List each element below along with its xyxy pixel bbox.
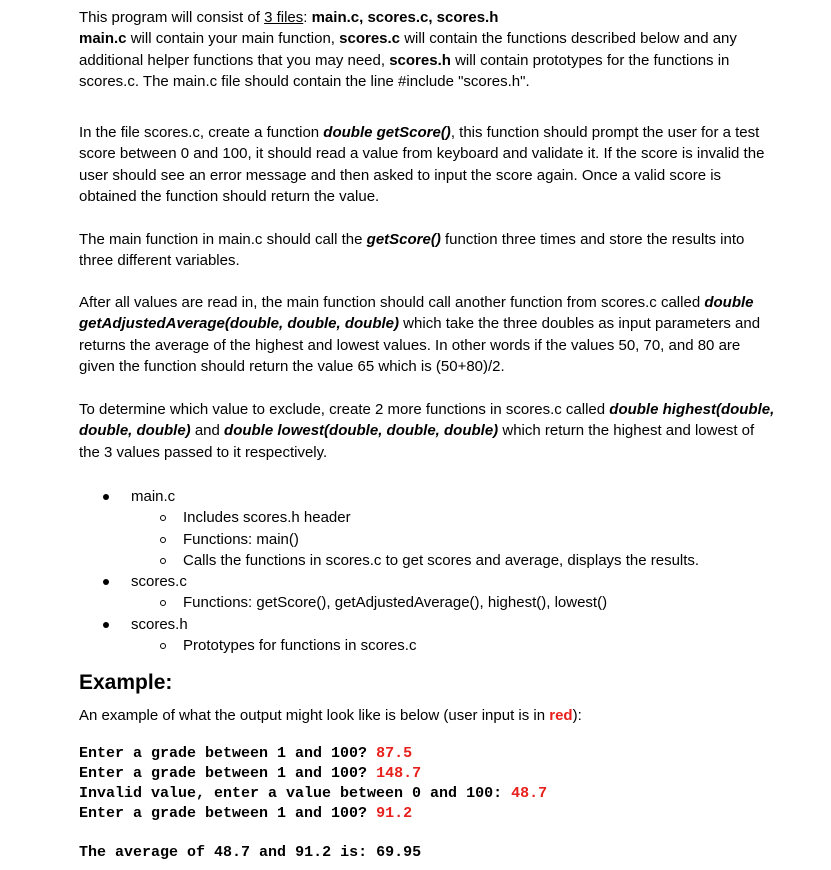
user-input: 48.7 — [511, 785, 548, 802]
intro-text-5: will contain prototypes for the functions in scores.c. The main.c file should contain the line #include "scores.h". — [79, 51, 730, 90]
sub-list-item: Calls the functions in scores.c to get scores and average, displays the results. — [131, 550, 799, 571]
main-c-ref: main.c — [79, 30, 127, 48]
result-b: 91.2 — [295, 844, 332, 861]
list-item — [79, 614, 799, 657]
example-heading: Example: — [79, 671, 173, 694]
example-note-red: red — [549, 707, 573, 724]
example-result — [79, 843, 421, 863]
average-text-1: After all values are read in, the main function should call another function from scores.c called — [79, 294, 705, 311]
sub-list-item: Includes scores.h header — [131, 507, 799, 528]
result-value: 69.95 — [376, 844, 422, 861]
main-getscore-ref: getScore() — [366, 231, 441, 248]
result-mid2: is: — [331, 844, 377, 861]
list-item — [79, 571, 799, 614]
intro-text-1: This program will consist of — [79, 9, 265, 26]
file-name: scores.h — [131, 615, 188, 633]
sub-list-item: Prototypes for functions in scores.c — [131, 635, 799, 656]
highlow-paragraph — [79, 399, 779, 463]
intro-text-4: will contain the functions described below and any additional helper functions that you may need, — [79, 30, 737, 69]
getscore-signature: double getScore() — [323, 124, 451, 141]
scores-c-ref: scores.c — [339, 30, 401, 48]
result-mid1: and — [250, 844, 296, 861]
main-paragraph — [79, 229, 779, 272]
prompt-text: Invalid value, enter a value between 0 and 100: — [79, 785, 512, 802]
getscore-paragraph — [79, 122, 779, 207]
prompt-text: Enter a grade between 1 and 100? — [79, 765, 377, 782]
result-prefix: The average of — [79, 844, 215, 861]
files-list — [79, 486, 799, 656]
example-note-prefix: An example of what the output might look like is below (user input is in — [79, 707, 550, 724]
main-text-2: function three times and store the results into three different variables. — [79, 231, 745, 270]
output-line — [79, 745, 412, 762]
file-name: main.c — [131, 488, 176, 505]
average-text-2: which take the three doubles as input parameters and returns the average of the highest and lowest values. In other words if the values 50, 70, and 80 are given the function should return the value 65 which is (50+80)/2. — [79, 315, 761, 375]
prompt-text: Enter a grade between 1 and 100? — [79, 805, 377, 822]
highlow-text-1: To determine which value to exclude, create 2 more functions in scores.c called — [79, 401, 610, 418]
intro-text-2: : — [303, 9, 312, 26]
sub-list-item: Functions: getScore(), getAdjustedAverage(), highest(), lowest() — [131, 592, 799, 613]
highlow-text-2: and — [190, 422, 225, 440]
getscore-text-2: , this function should prompt the user for a test score between 0 and 100, it should read a value from keyboard and validate it. If the score is invalid the user should see an error message and then asked to input the score again. Once a valid score is obtained the function should return the value. — [79, 124, 765, 205]
user-input: 87.5 — [376, 745, 413, 762]
main-text-1: The main function in main.c should call the — [79, 231, 367, 248]
lowest-signature: double lowest(double, double, double) — [224, 422, 499, 440]
intro-text-3: will contain your main function, — [126, 30, 340, 48]
highlow-text-3: which return the highest and lowest of the 3 values passed to it respectively. — [79, 422, 755, 461]
scores-h-ref: scores.h — [389, 51, 451, 69]
file-name: scores.c — [131, 573, 187, 591]
file-count: 3 files — [264, 9, 304, 26]
sub-list — [131, 592, 799, 613]
sub-list-item: Functions: main() — [131, 529, 799, 550]
list-item — [79, 486, 799, 571]
output-line — [79, 805, 412, 822]
intro-paragraph — [79, 7, 779, 92]
sub-list — [131, 635, 799, 656]
average-paragraph — [79, 292, 779, 377]
output-line — [79, 765, 421, 782]
example-note-suffix: ): — [572, 707, 582, 724]
output-line — [79, 785, 547, 802]
user-input: 148.7 — [376, 765, 422, 782]
highest-signature: double highest(double, double, double) — [79, 401, 775, 440]
example-note — [79, 705, 779, 726]
result-a: 48.7 — [214, 844, 251, 861]
sub-list — [131, 507, 799, 571]
example-output — [79, 744, 547, 824]
average-signature: double getAdjustedAverage(double, double, double) — [79, 294, 754, 333]
prompt-text: Enter a grade between 1 and 100? — [79, 745, 377, 762]
user-input: 91.2 — [376, 805, 413, 822]
getscore-text-1: In the file scores.c, create a function — [79, 124, 324, 141]
file-names: main.c, scores.c, scores.h — [311, 9, 499, 26]
